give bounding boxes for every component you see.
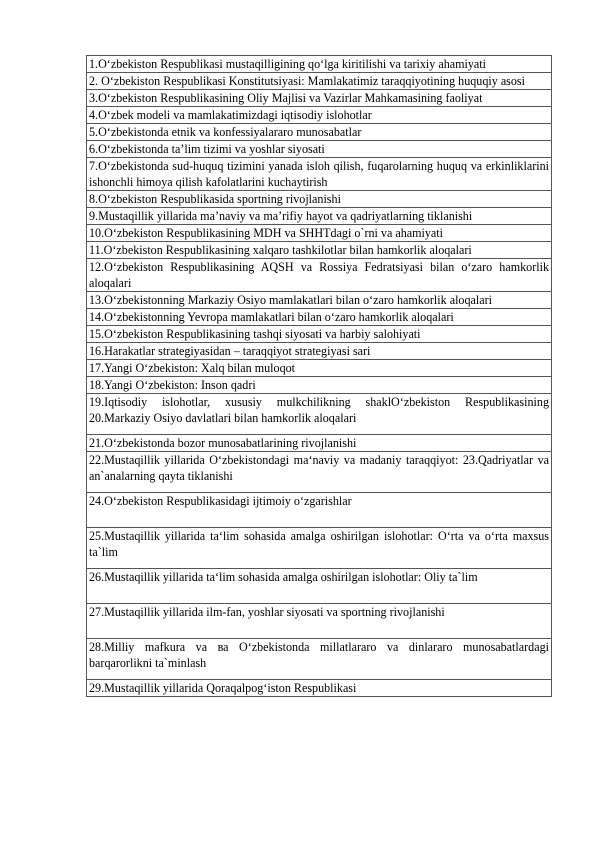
topic-text: 22.Mustaqillik yillarida O‘zbekistondagi ma‘naviy va madaniy taraqqiyot: 23.Qadriyatlar va an`analarning qayta tiklanishi [87, 452, 552, 493]
topic-text: 16.Harakatlar strategiyasidan – taraqqiyot strategiyasi sari [87, 343, 552, 360]
topic-row [87, 680, 552, 697]
topic-text: 18.Yangi O‘zbekiston: Inson qadri [87, 377, 552, 394]
topic-text: 10.O‘zbekiston Respublikasining MDH va SHHTdagi o`rni va ahamiyati [87, 225, 552, 242]
topic-text: 9.Mustaqillik yillarida ma’naviy va ma’rifiy hayot va qadriyatlarning tiklanishi [87, 208, 552, 225]
topic-row [87, 292, 552, 309]
topics-table-body [87, 56, 552, 697]
topic-row [87, 569, 552, 604]
topic-text: 21.O‘zbekistonda bozor munosabatlarining rivojlanishi [87, 435, 552, 452]
topic-row [87, 191, 552, 208]
topic-row [87, 309, 552, 326]
topic-text: 8.O‘zbekiston Respublikasida sportning rivojlanishi [87, 191, 552, 208]
topic-text: 27.Mustaqillik yillarida ilm-fan, yoshlar siyosati va sportning rivojlanishi [87, 604, 552, 639]
topic-text: 13.O‘zbekistonning Markaziy Osiyo mamlakatlari bilan o‘zaro hamkorlik aloqalari [87, 292, 552, 309]
topic-row [87, 639, 552, 680]
topic-row [87, 158, 552, 191]
topic-text: 14.O‘zbekistonning Yevropa mamlakatlari bilan o‘zaro hamkorlik aloqalari [87, 309, 552, 326]
topic-text: 11.O‘zbekiston Respublikasining xalqaro tashkilotlar bilan hamkorlik aloqalari [87, 242, 552, 259]
topic-row [87, 343, 552, 360]
topic-row [87, 242, 552, 259]
topic-row [87, 326, 552, 343]
topic-row [87, 124, 552, 141]
topic-text: 19.Iqtisodiy islohotlar, xususiy mulkchilikning shaklO‘zbekiston Respublikasining 20.Markaziy Osiyo davlatlari bilan hamkorlik aloqalari [87, 394, 552, 435]
topic-row [87, 259, 552, 292]
topic-row [87, 452, 552, 493]
topic-text: 26.Mustaqillik yillarida ta‘lim sohasida amalga oshirilgan islohotlar: Oliy ta`lim [87, 569, 552, 604]
topic-row [87, 604, 552, 639]
topic-text: 15.O‘zbekiston Respublikasining tashqi siyosati va harbiy salohiyati [87, 326, 552, 343]
topic-text: 2. O‘zbekiston Respublikasi Konstitutsiyasi: Mamlakatimiz taraqqiyotining huquqiy asosi [87, 73, 552, 90]
topic-row [87, 56, 552, 73]
topic-row [87, 225, 552, 242]
topic-row [87, 90, 552, 107]
topic-row [87, 73, 552, 90]
topic-text: 24.O‘zbekiston Respublikasidagi ijtimoiy o‘zgarishlar [87, 493, 552, 528]
topic-row [87, 141, 552, 158]
topic-text: 25.Mustaqillik yillarida ta‘lim sohasida amalga oshirilgan islohotlar: O‘rta va o‘rta maxsus ta`lim [87, 528, 552, 569]
topic-text: 7.O‘zbekistonda sud-huquq tizimini yanada isloh qilish, fuqarolarning huquq va erkinliklarini ishonchli himoya qilish kafolatlarini kuchaytirish [87, 158, 552, 191]
topics-table [86, 55, 552, 697]
topic-row [87, 394, 552, 435]
topic-row [87, 107, 552, 124]
topic-text: 3.O‘zbekiston Respublikasining Oliy Majlisi va Vazirlar Mahkamasining faoliyat [87, 90, 552, 107]
topic-text: 6.O‘zbekistonda ta’lim tizimi va yoshlar siyosati [87, 141, 552, 158]
topic-text: 28.Milliy mafkura va ва O‘zbekistonda millatlararo va dinlararo munosabatlardagi barqarorlikni ta`minlash [87, 639, 552, 680]
topic-text: 4.O‘zbek modeli va mamlakatimizdagi iqtisodiy islohotlar [87, 107, 552, 124]
topic-row [87, 528, 552, 569]
topic-row [87, 435, 552, 452]
topic-text: 1.O‘zbekiston Respublikasi mustaqilligining qo‘lga kiritilishi va tarixiy ahamiyati [87, 56, 552, 73]
topic-row [87, 493, 552, 528]
topic-row [87, 208, 552, 225]
topic-text: 12.O‘zbekiston Respublikasining AQSH va Rossiya Fedratsiyasi bilan o‘zaro hamkorlik aloqalari [87, 259, 552, 292]
topic-text: 29.Mustaqillik yillarida Qoraqalpog‘iston Respublikasi [87, 680, 552, 697]
topic-row [87, 360, 552, 377]
topic-text: 5.O‘zbekistonda etnik va konfessiyalararo munosabatlar [87, 124, 552, 141]
topic-row [87, 377, 552, 394]
topic-text: 17.Yangi O‘zbekiston: Xalq bilan muloqot [87, 360, 552, 377]
